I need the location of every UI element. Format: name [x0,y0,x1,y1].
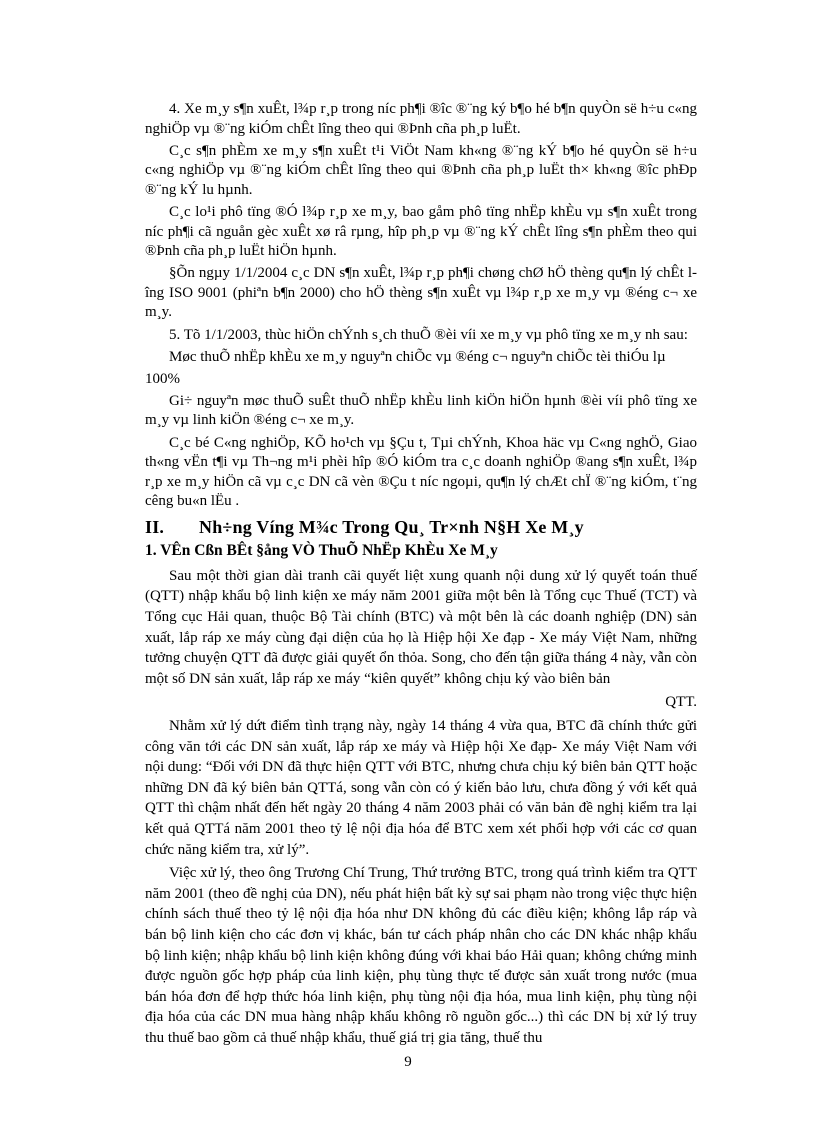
paragraph: Sau một thời gian dài tranh cãi quyết liệt xung quanh nội dung xử lý quyết toán thuế (QTT) nhập khẩu bộ linh kiện xe máy năm 2001 giữa một bên là Tổng cục Thuế (TCT) và Tổng cục Hải quan, thuộc Bộ Tài chính (BTC) và một bên là các doanh nghiệp (DN) sản xuất, lắp ráp xe máy cùng đại diện của họ là Hiệp hội Xe đạp - Xe máy Việt Nam, những tưởng chuyện QTT đã được giải quyết ổn thỏa. Song, cho đến tận giữa tháng 4 này, vẫn còn một số DN sản xuất, lắp ráp xe máy “kiên quyết” không chịu ký vào biên bản [145,567,697,687]
paragraph: Møc thuÕ nhËp khÈu xe m¸y nguyªn chiÕc vµ ®éng c¬ nguyªn chiÕc tèi thiÓu lµ [169,348,666,365]
paragraph: Gi÷ nguyªn møc thuÕ suÊt thuÕ nhËp khÈu linh kiÖn hiÖn hµnh ®èi víi phô tïng xe m¸y vµ linh kiÖn ®éng c¬ xe m¸y. [145,392,697,429]
paragraph: §Õn ngµy 1/1/2004 c¸c DN s¶n xuÊt, l¾p r¸p ph¶i chøng chØ hÖ thèng qu¶n lý chÊt lîng ISO 9001 (phiªn b¶n 2000) cho hÖ thèng s¶n xuÊt vµ l¾p r¸p xe m¸y vµ ®éng c¬ xe m¸y. [145,265,697,321]
paragraph: 4. Xe m¸y s¶n xuÊt, l¾p r¸p trong níc ph¶i ®îc ®¨ng ký b¶o hé b¶n quyÒn së h÷u c«ng nghiÖp vµ ®¨ng kiÓm chÊt lîng theo qui ®Þnh cña ph¸p luËt. [145,101,697,137]
paragraph: C¸c s¶n phÈm xe m¸y s¶n xuÊt t¹i ViÖt Nam kh«ng ®¨ng kÝ b¶o hé quyÒn së h÷u c«ng nghiÖp vµ ®¨ng kiÓm chÊt lîng theo qui ®Þnh cña ph¸p luËt th× kh«ng ®îc phÐp ®¨ng kÝ lu hµnh. [145,142,697,198]
paragraph: C¸c lo¹i phô tïng ®Ó l¾p r¸p xe m¸y, bao gåm phô tïng nhËp khÈu vµ s¶n xuÊt trong níc ph¶i cã nguån gèc xuÊt xø râ rµng, hîp ph¸p vµ ®¨ng kÝ chÊt lîng s¶n phÈm theo qui ®Þnh cña ph¸p luËt hiÖn hµnh. [145,203,697,260]
article-text [145,566,697,1049]
page-number: 9 [404,1054,412,1070]
section-title: Nh÷ng Víng M¾c Trong Qu¸ Tr×nh N§H Xe M¸y [199,516,584,537]
paragraph: 5. Tõ 1/1/2003, thùc hiÖn chÝnh s¸ch thuÕ ®èi víi xe m¸y vµ phô tïng xe m¸y nh sau: [169,326,688,343]
section-heading [145,516,697,538]
paragraph: 100% [145,370,180,387]
paragraph: Việc xử lý, theo ông Trương Chí Trung, Thứ trưởng BTC, trong quá trình kiểm tra QTT năm 2001 (theo đề nghị của DN), nếu phát hiện bất kỳ sự sai phạm nào trong việc thực hiện chính sách thuế theo tỷ lệ nội địa hóa như DN không đủ các điều kiện; không lắp ráp và bán bộ linh kiện cho các đơn vị khác, bán tư cách pháp nhân cho các DN khác nhập khẩu bộ linh kiện; nhập khẩu bộ linh kiện không đúng với khai báo Hải quan; không chứng minh được nguồn gốc hợp pháp của linh kiện, phụ tùng thực tế được sản xuất trong nước (mua bán hóa đơn để hợp thức hóa linh kiện, phụ tùng nội địa hóa, mua linh kiện, phụ tùng nội địa hóa của các DN mua hàng nhập khẩu không rõ nguồn gốc...) thì các DN bị xử lý truy thu thuế bao gồm cả thuế nhập khẩu, thuế giá trị gia tăng, thuế thu [145,865,697,1046]
paragraph: C¸c bé C«ng nghiÖp, KÕ ho¹ch vµ §Çu t, Tµi chÝnh, Khoa häc vµ C«ng nghÖ, Giao th«ng vËn t¶i vµ Th¬ng m¹i phèi hîp ®Ó kiÓm tra c¸c doanh nghiÖp ®ang s¶n xuÊt, l¾p r¸p xe m¸y hiÖn cã vµ c¸c DN cã vèn ®Çu t níc ngoµi, qu¶n lý chÆt chÏ ®¨ng kiÓm, t¨ng cêng bu«n lËu . [145,434,697,510]
paragraph: Nhằm xử lý dứt điểm tình trạng này, ngày 14 tháng 4 vừa qua, BTC đã chính thức gửi công văn tới các DN sản xuất, lắp ráp xe máy và Hiệp hội Xe đạp- Xe máy Việt Nam với nội dung: “Đối với DN đã thực hiện QTT với BTC, nhưng chưa chịu ký biên bản QTT hoặc những DN đã ký biên bản QTTá, song vẫn còn có ý kiến bảo lưu, chưa đồng ý với kết quả QTT thì chậm nhất đến hết ngày 20 tháng 4 năm 2003 phải có văn bản đề nghị kiểm tra lại kết quả QTTá năm 2001 theo tỷ lệ nội địa hóa để BTC xem xét phối hợp với các cơ quan chức năng kiểm tra, xử lý”. [145,718,697,858]
page-body [145,100,697,1052]
subsection-heading: 1. VÊn Cßn BÊt §ång VÒ ThuÕ NhËp KhÈu Xe M¸y [145,541,498,559]
section-number: II. [145,516,165,537]
paragraph-tail: QTT. [665,694,697,711]
